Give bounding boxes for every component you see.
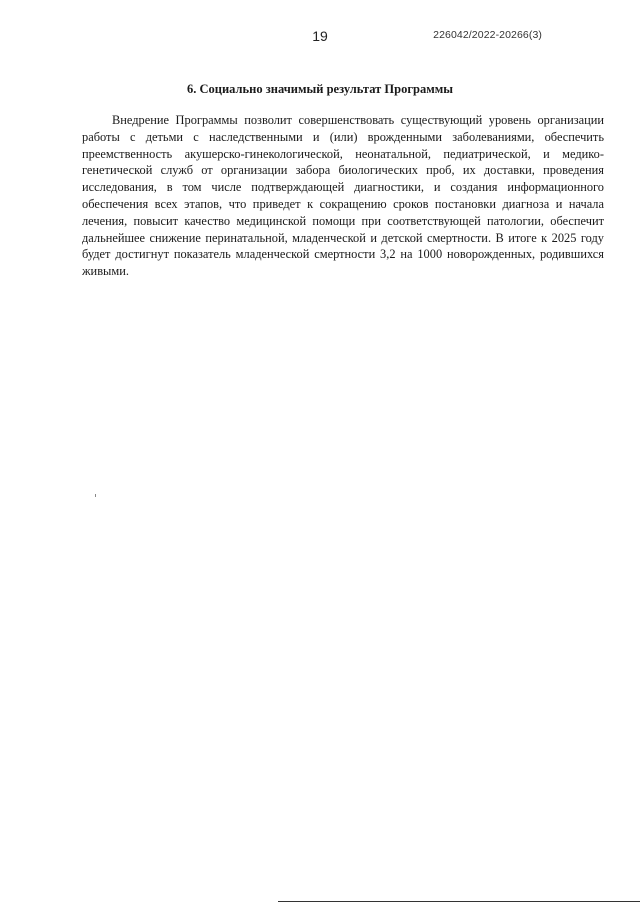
section-heading: 6. Социально значимый результат Программы <box>187 82 453 96</box>
page-number: 19 <box>312 28 328 44</box>
scan-speck <box>95 494 96 497</box>
document-id: 226042/2022-20266(3) <box>433 29 542 41</box>
section-paragraph: Внедрение Программы позволит совершенствовать существующий уровень организации работы с детьми с наследственными и (или) врожденными заболеваниями, обеспечить преемственность акушерско-гинекологической, неонатальной, педиатрической, и медико-генетической служб от организации забора биологических проб, их доставки, проведения исследования, в том числе подтверждающей диагностики, и создания информационного обеспечения всех этапов, что приведет к сокращению сроков постановки диагноза и начала лечения, повысит качество медицинской помощи при соответствующей патологии, обеспечит дальнейшее снижение перинатальной, младенческой и детской смертности. В итоге к 2025 году будет достигнут показатель младенческой смертности 3,2 на 1000 новорожденных, родившихся живыми. <box>82 113 604 279</box>
bottom-rule <box>278 901 640 902</box>
